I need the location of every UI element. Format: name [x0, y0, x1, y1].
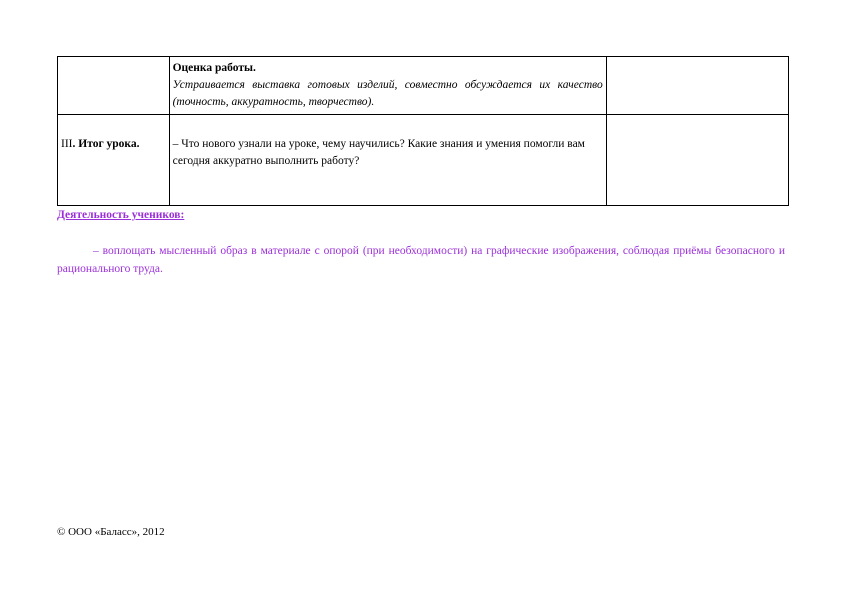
content-cell: – Что нового узнали на уроке, чему научились? Какие знания и умения помогли вам сегодня аккуратно выполнить работу?	[169, 115, 606, 206]
table-row	[58, 115, 789, 206]
notes-cell	[606, 57, 788, 115]
stage-label: . Итог урока.	[72, 138, 140, 150]
lesson-table	[57, 56, 789, 206]
content-cell	[169, 57, 606, 115]
section-text: Устраивается выставка готовых изделий, совместно обсуждается их качество (точность, аккуратность, творчество).	[172, 79, 603, 108]
section-title: Оценка работы.	[172, 62, 256, 74]
notes-cell	[606, 115, 788, 206]
students-text: – воплощать мысленный образ в материале с опорой (при необходимости) на графические изображения, соблюдая приёмы безопасного и рационального труда.	[57, 245, 785, 275]
stage-cell	[58, 115, 170, 206]
copyright: © ООО «Баласс», 2012	[57, 526, 165, 538]
stage-numeral: III	[61, 138, 73, 150]
students-heading: Деятельность учеников:	[57, 209, 185, 221]
stage-cell	[58, 57, 170, 115]
table-row	[58, 57, 789, 115]
